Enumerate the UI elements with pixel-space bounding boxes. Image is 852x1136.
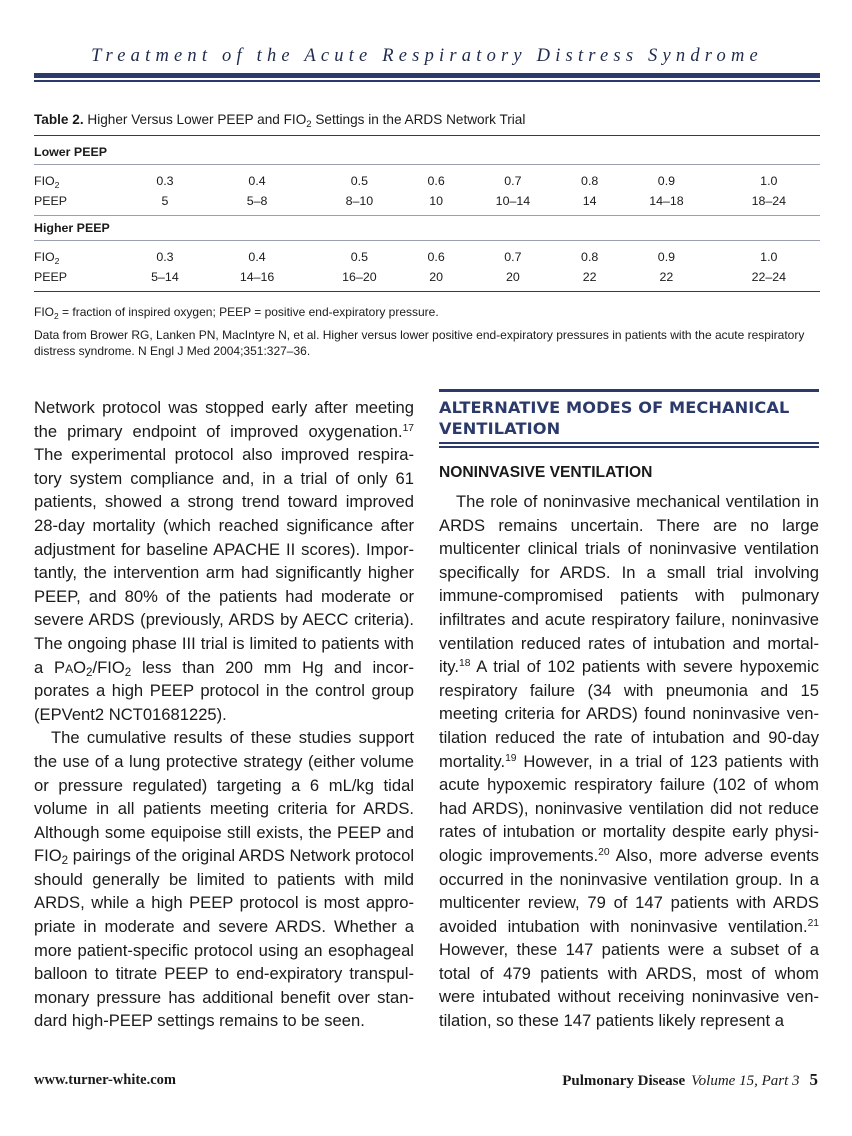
table-row — [34, 241, 820, 268]
table-cell: 0.9 — [657, 250, 676, 264]
row-label: PEEP — [34, 270, 68, 284]
table-cell: 22–24 — [751, 270, 787, 284]
table-cell: 5–8 — [246, 194, 268, 208]
table-cell: 0.5 — [350, 174, 368, 188]
table-cell: 20 — [429, 270, 444, 284]
left-column — [34, 396, 414, 1033]
footer-journal: Pulmonary Disease — [562, 1073, 686, 1089]
group-name: Lower PEEP — [34, 140, 820, 165]
table-cell: 20 — [506, 270, 520, 284]
table-cell: 0.7 — [504, 250, 522, 264]
table-cell: 0.6 — [427, 174, 445, 188]
table-cell: 22 — [659, 270, 674, 284]
table-cell: 16–20 — [342, 270, 377, 284]
table-cell: 18–24 — [751, 194, 787, 208]
table-cell: 0.6 — [427, 250, 445, 264]
citation-18: 18 — [458, 658, 471, 670]
table-row — [34, 165, 820, 192]
table-title-subscript: 2 — [306, 119, 312, 130]
section-rule-top — [439, 389, 819, 392]
row-label: PEEP — [34, 194, 68, 208]
table-cell: 10 — [429, 194, 444, 208]
table-cell: 0.9 — [657, 174, 676, 188]
table-cell: 10–14 — [495, 194, 531, 208]
section-rule-bottom-2 — [439, 446, 819, 448]
left-paragraph-1: Network protocol was stopped early after meeting the primary endpoint of improved oxygenation.$^{17}$ The experimental protocol also improved respiratory system compliance and, in a trial of only 61 patients, showed a strong trend toward improved 28-day mortality (which reached significance after adjustment for baseline APACHE II scores). Importantly, the intervention arm had significantly higher PEEP, and 80% of the patients had moderate or severe ARDS (previously, ARDS by AECC criteria). The ongoing phase III trial is limited to patients with a $PaO_2/FIO_2$ less than 200 mm Hg and incorporates a high PEEP protocol in the control group (EPVent2 NCT01681225). — [34, 398, 414, 724]
table-title-part-1: Higher Versus Lower PEEP and F — [87, 112, 292, 127]
table-cell: 0.8 — [581, 250, 599, 264]
footer-issue: Volume 15, Part 3 — [691, 1073, 800, 1089]
citation-20: 20 — [598, 846, 610, 858]
table-cell: 0.5 — [350, 250, 368, 264]
table-row — [34, 267, 820, 292]
table-cell: 0.3 — [156, 250, 174, 264]
table-cell: 14–16 — [239, 270, 275, 284]
citation-17: 17 — [402, 422, 414, 434]
table-cell: 5–14 — [151, 270, 179, 284]
table-cell: 5 — [161, 194, 169, 208]
table-cell: 0.4 — [248, 174, 266, 188]
group-name: Higher PEEP — [34, 216, 820, 241]
footer-website: www.turner-white.com — [34, 1072, 177, 1088]
table-cell: 0.8 — [581, 174, 599, 188]
page-number: 5 — [809, 1070, 818, 1089]
table-title-part-2: Settings in the ARDS Network Trial — [311, 112, 526, 127]
footnote-abbrev-text: = fraction of inspired oxygen; PEEP = positive end-expiratory pressure. — [58, 305, 439, 319]
right-column — [439, 490, 819, 1033]
citation-21: 21 — [807, 917, 819, 929]
table-cell: 1.0 — [760, 250, 778, 264]
subsection-heading: NONINVASIVE VENTILATION — [439, 464, 653, 481]
row-label: $FIO_2$ — [34, 250, 60, 266]
section-rule-bottom-1 — [439, 442, 819, 444]
table-title-fio-smallcaps: IO — [291, 112, 307, 127]
table-bottom-rule — [34, 292, 820, 297]
table-cell: 8–10 — [345, 194, 374, 208]
table-footnote-abbreviations: $FIO_2$ = fraction of inspired oxygen; PEEP = positive end-expiratory pressure. — [34, 305, 439, 321]
left-paragraph-2: The cumulative results of these studies support the use of a lung protective strategy (either volume or pressure regulated) targeting a 6 mL/kg tidal volume in all patients meeting criteria for ARDS. Although some equipoise still exists, the PEEP and $FIO_2$ pairings of the original ARDS Network protocol should generally be limited to patients with mild ARDS, while a high PEEP protocol is most appropriate in moderate and severe ARDS. Whether a more patient-specific protocol using an esophageal balloon to titrate PEEP to end-expiratory transpulmonary pressure has additional benefit over standard high-PEEP settings remains to be seen. — [34, 728, 415, 1031]
table-cell: 0.7 — [504, 174, 522, 188]
table-row — [34, 191, 820, 216]
table-label: Table 2. — [34, 112, 84, 127]
table-group-header — [34, 216, 820, 241]
footer-citation — [562, 1070, 818, 1090]
table-2 — [34, 112, 820, 359]
table-cell: 14–18 — [649, 194, 684, 208]
peep-fio2-table — [34, 135, 820, 296]
header-rule-thin — [34, 80, 820, 82]
row-label: $FIO_2$ — [34, 174, 60, 190]
table-group-header — [34, 140, 820, 165]
table-cell: 0.3 — [156, 174, 174, 188]
section-heading: ALTERNATIVE MODES OF MECHANICAL VENTILATION — [439, 398, 790, 438]
table-cell: 14 — [582, 194, 597, 208]
header-rule-thick — [34, 73, 820, 78]
right-paragraph-1: The role of noninvasive mechanical ventilation in ARDS remains uncertain. There are no large multicenter clinical trials of noninvasive ventilation specifically for ARDS. In a small trial involving immune-compromised patients with pulmonary infiltrates and acute respiratory failure, noninvasive ventilation reduced rates of intubation and mortality.$^{18}$ A trial of 102 patients with severe hypoxemic respiratory failure (34 with pneumonia and 15 meeting criteria for ARDS) found noninvasive ventilation reduced the rate of intubation and 90-day mortality.$^{19}$ However, in a trial of 123 patients with acute hypoxemic respiratory failure (102 of whom had ARDS), noninvasive ventilation did not reduce rates of intubation or mortality despite early physiologic improvements.$^{20}$ Also, more adverse events occurred in the noninvasive ventilation group. In a multicenter review, 79 of 147 patients with ARDS avoided intubation with noninvasive ventilation.$^{21}$ However, these 147 patients were a subset of a total of 479 patients with ARDS, most of whom were intubated without receiving noninvasive ventilation, so these 147 patients likely represent a — [439, 492, 819, 1031]
citation-19: 19 — [505, 752, 517, 764]
table-caption — [34, 112, 820, 130]
table-cell: 22 — [582, 270, 597, 284]
running-head: Treatment of the Acute Respiratory Distress Syndrome — [91, 46, 763, 66]
table-footnote-source: Data from Brower RG, Lanken PN, MacIntyre N, et al. Higher versus lower positive end-expiratory pressures in patients with the acute respiratory distress syndrome. N Engl J Med 2004;351:327–36. — [34, 328, 805, 358]
table-cell: 0.4 — [248, 250, 266, 264]
table-cell: 1.0 — [760, 174, 778, 188]
